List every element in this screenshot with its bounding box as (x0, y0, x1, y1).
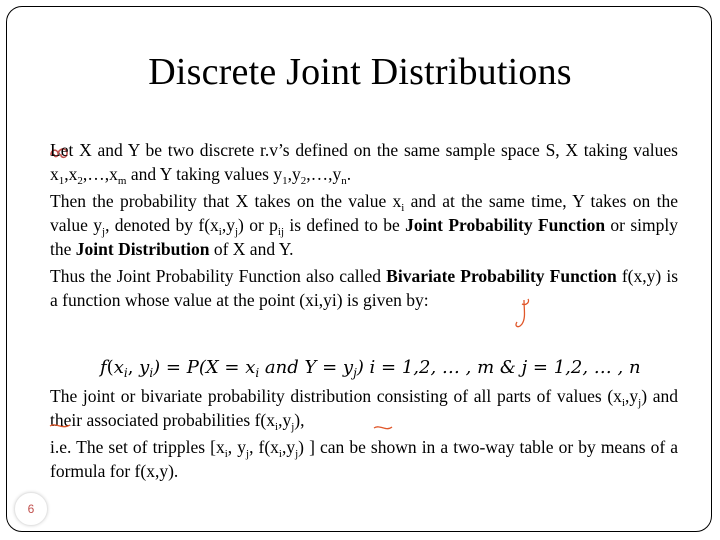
paragraph-tripples: i.e. The set of tripples [$x_i$, $y_j$, $f(x_i,y_j)$ ] can be shown in a two-way table or by means of a formula for f(x,y). (50, 437, 679, 481)
paragraph-joint-probability: Then the probability that X takes on the value $x_i$ and at the same time, Y takes on the value $y_j$, denoted by $f(x_i,y_j)$ or $p_{ij}$ is defined to be Joint Probability Function or simply the Joint Distribution of X and Y. (50, 191, 678, 259)
joint-probability-formula: $f(x_i$, $y_i) = P(X = x_i$ and $Y = y_j$) i = 1,2, … , m & j = 1,2, … , n (100, 357, 641, 380)
paragraph-distribution: The joint or bivariate probability distribution consisting of all parts of values $(x_i,y_j)$ and their associated probabilities $f(x_i,y_j)$, (50, 386, 678, 433)
slide-title: Discrete Joint Distributions (148, 51, 572, 93)
page-number: 6 (14, 492, 48, 526)
slide-body (50, 138, 678, 486)
paragraph-definition: Let X and Y be two discrete r.v’s defined on the same sample space S, X taking values $x_1,x_2,\dots,x_m$ and Y taking values $y_1,y_2,\dots,y_n$. (50, 140, 678, 187)
paragraph-bivariate: Thus the Joint Probability Function also called Bivariate Probability Function f(x,y) is a function whose value at the point (xi,yi) is given by: (50, 266, 678, 310)
